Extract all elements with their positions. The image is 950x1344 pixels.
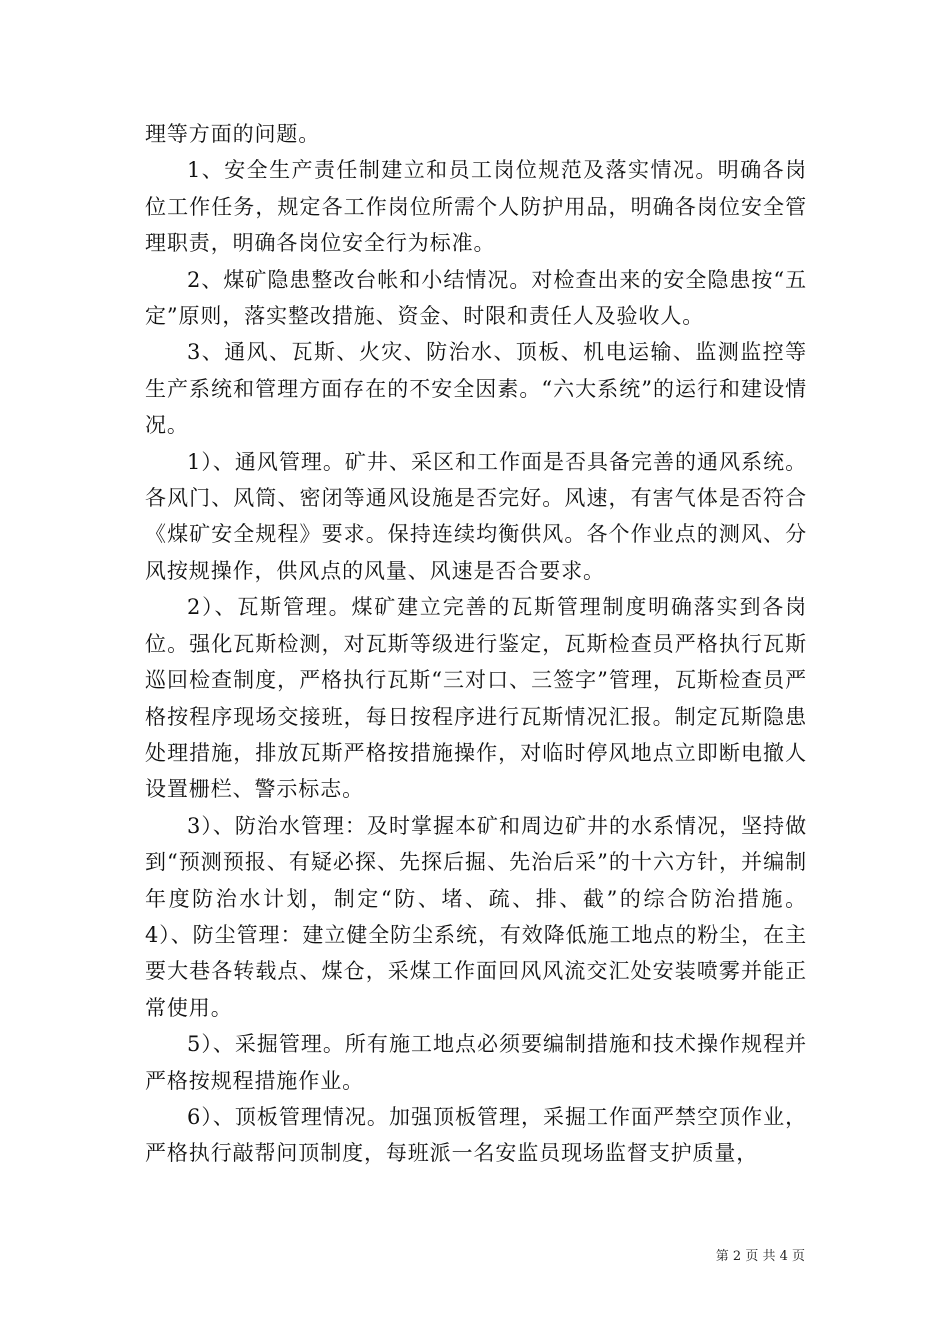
- paragraph-item-1: 1、安全生产责任制建立和员工岗位规范及落实情况。明确各岗位工作任务，规定各工作岗位所需个人防护用品，明确各岗位安全管理职责，明确各岗位安全行为标准。: [145, 158, 807, 256]
- paragraph-ventilation: 1）、通风管理。矿井、采区和工作面是否具备完善的通风系统。各风门、风筒、密闭等通风设施是否完好。风速，有害气体是否符合《煤矿安全规程》要求。保持连续均衡供风。各个作业点的测风、分风按规操作，供风点的风量、风速是否合要求。: [145, 449, 807, 583]
- paragraph-continuation: 理等方面的问题。: [145, 122, 321, 146]
- paragraph-mining: 5）、采掘管理。所有施工地点必须要编制措施和技术操作规程并严格按规程措施作业。: [145, 1032, 807, 1093]
- page-number: 第 2 页 共 4 页: [715, 1249, 805, 1264]
- paragraph-gas: 2）、瓦斯管理。煤矿建立完善的瓦斯管理制度明确落实到各岗位。强化瓦斯检测，对瓦斯等级进行鉴定，瓦斯检查员严格执行瓦斯巡回检查制度，严格执行瓦斯“三对口、三签字”管理，瓦斯检查员严格按程序现场交接班，每日按程序进行瓦斯情况汇报。制定瓦斯隐患处理措施，排放瓦斯严格按措施操作，对临时停风地点立即断电撤人设置栅栏、警示标志。: [145, 595, 807, 802]
- paragraph-roof: 6）、顶板管理情况。加强顶板管理，采掘工作面严禁空顶作业，严格执行敲帮问顶制度，每班派一名安监员现场监督支护质量，: [145, 1104, 807, 1166]
- paragraph-item-3: 3、通风、瓦斯、火灾、防治水、顶板、机电运输、监测监控等生产系统和管理方面存在的不安全因素。“六大系统”的运行和建设情况。: [145, 340, 807, 438]
- document-body: [145, 116, 807, 1172]
- paragraph-water-dust: 3）、防治水管理：及时掌握本矿和周边矿井的水系情况，坚持做到“预测预报、有疑必探、先探后掘、先治后采”的十六方针，并编制年度防治水计划，制定“防、堵、疏、排、截”的综合防治措施。4）、防尘管理：建立健全防尘系统，有效降低施工地点的粉尘，在主要大巷各转载点、煤仓，采煤工作面回风风流交汇处安装喷雾并能正常使用。: [145, 813, 807, 1020]
- paragraph-item-2: 2、煤矿隐患整改台帐和小结情况。对检查出来的安全隐患按“五定”原则，落实整改措施、资金、时限和责任人及验收人。: [145, 267, 807, 329]
